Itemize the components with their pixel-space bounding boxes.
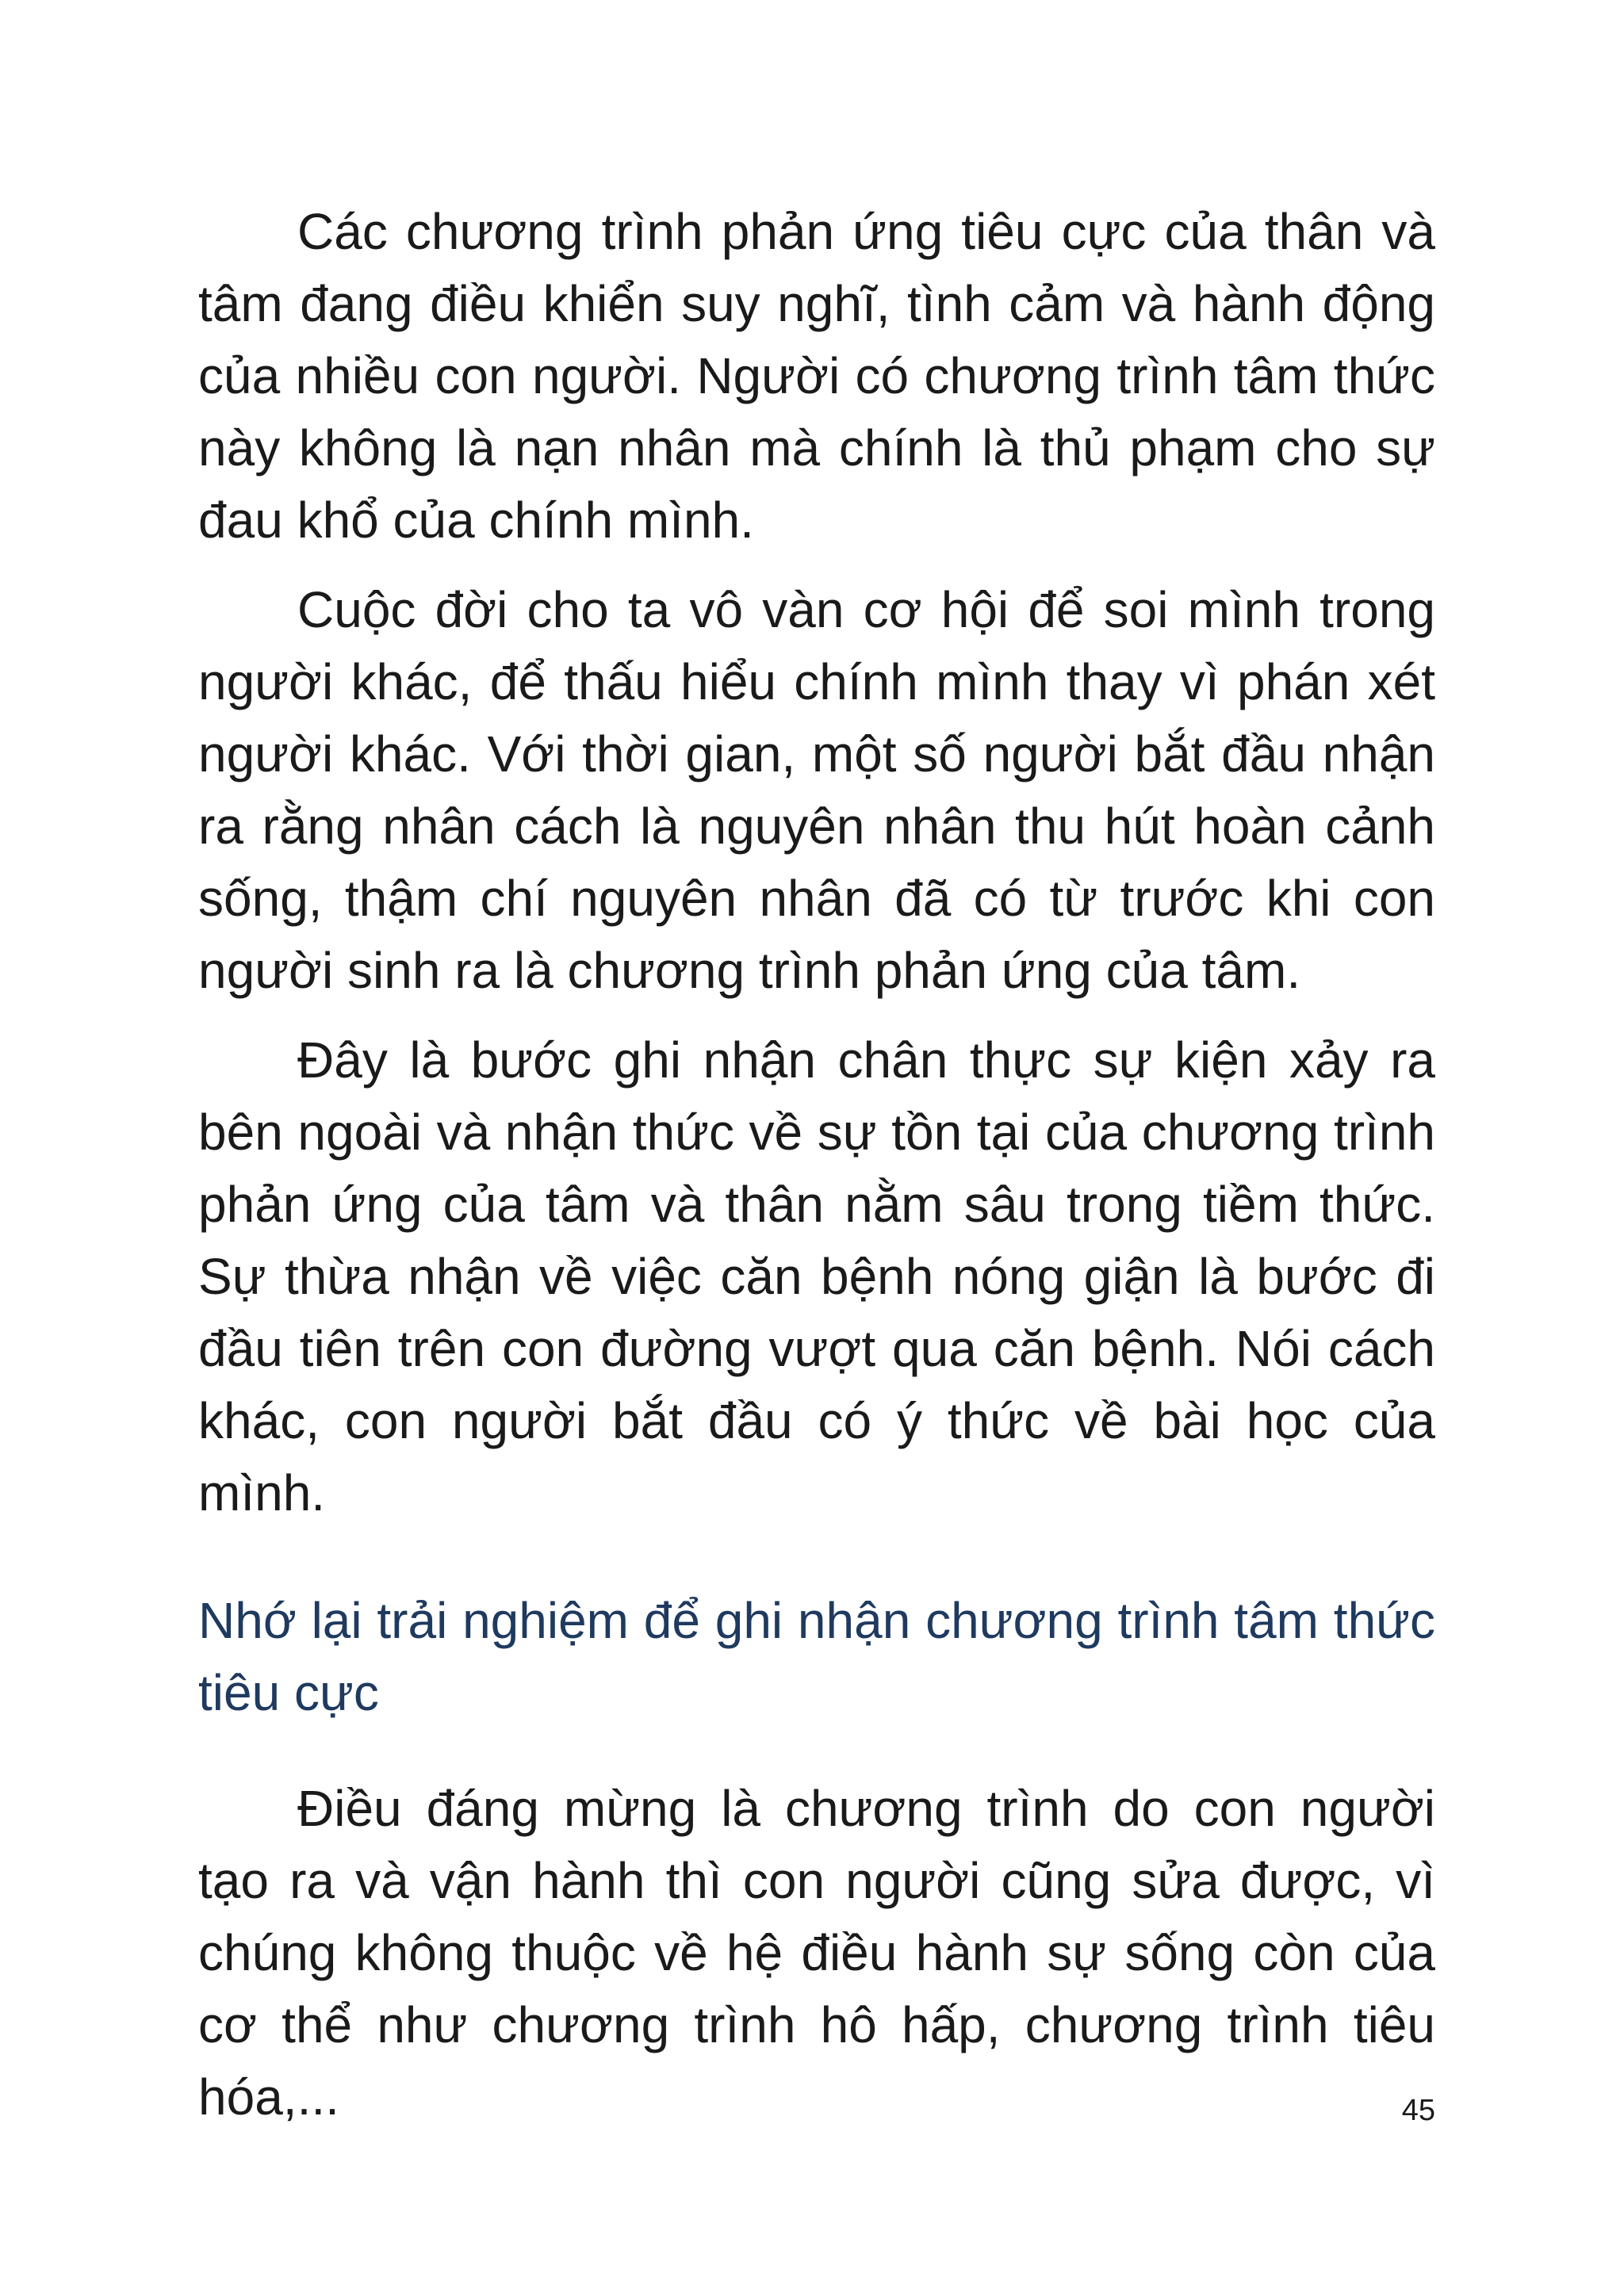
paragraph-1: Các chương trình phản ứng tiêu cực của thân và tâm đang điều khiển suy nghĩ, tình cảm và hành động của nhiều con người. Người có chương trình tâm thức này không là nạn nhân mà chính là thủ phạm cho sự đau khổ của chính mình. [198,203,1435,549]
body-text-bottom [198,1773,1435,2151]
paragraph-3: Đây là bước ghi nhận chân thực sự kiện xảy ra bên ngoài và nhận thức về sự tồn tại của chương trình phản ứng của tâm và thân nằm sâu trong tiềm thức. Sự thừa nhận về việc căn bệnh nóng giận là bước đi đầu tiên trên con đường vượt qua căn bệnh. Nói cách khác, con người bắt đầu có ý thức về bài học của mình. [198,1031,1435,1521]
section-heading: Nhớ lại trải nghiệm để ghi nhận chương trình tâm thức tiêu cực [198,1592,1435,1721]
paragraph-4: Điều đáng mừng là chương trình do con người tạo ra và vận hành thì con người cũng sửa được, vì chúng không thuộc về hệ điều hành sự sống còn của cơ thể như chương trình hô hấp, chương trình tiêu hóa,... [198,1780,1435,2126]
paragraph-2: Cuộc đời cho ta vô vàn cơ hội để soi mình trong người khác, để thấu hiểu chính mình thay vì phán xét người khác. Với thời gian, một số người bắt đầu nhận ra rằng nhân cách là nguyên nhân thu hút hoàn cảnh sống, thậm chí nguyên nhân đã có từ trước khi con người sinh ra là chương trình phản ứng của tâm. [198,581,1435,999]
body-text-top [198,196,1435,1547]
page-number: 45 [1401,2094,1435,2127]
